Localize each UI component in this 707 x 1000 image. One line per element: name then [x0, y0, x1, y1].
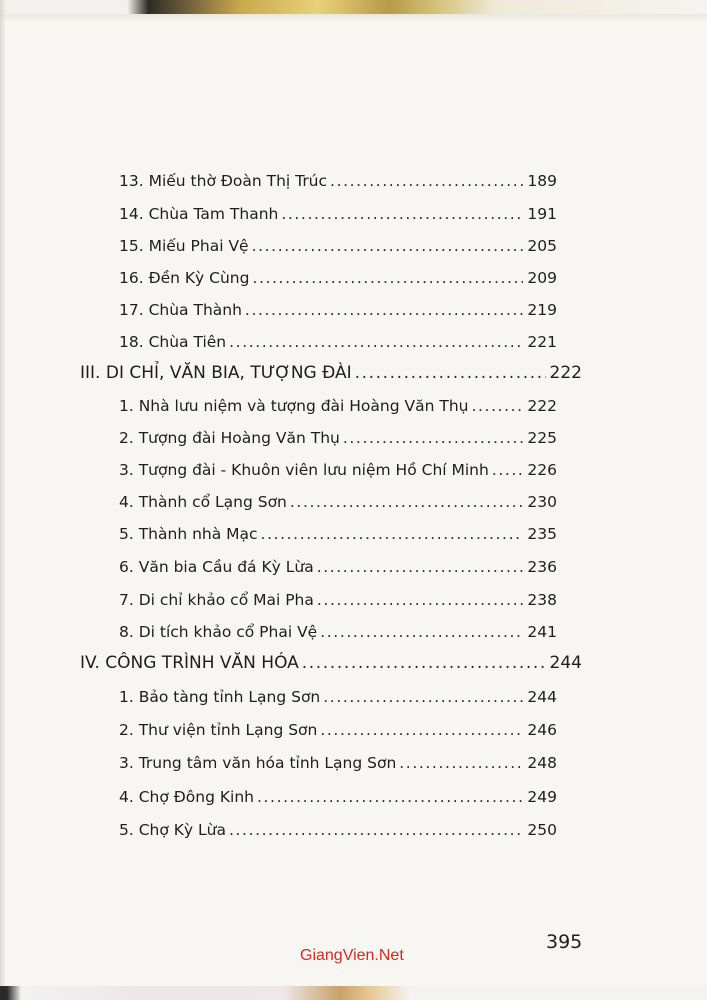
toc-entry: [119, 623, 557, 641]
toc-entry: [119, 821, 557, 839]
dot-leader: [229, 333, 523, 351]
toc-section-page: 244: [549, 653, 582, 673]
toc-entry-title: 3. Tượng đài - Khuôn viên lưu niệm Hồ Chí Minh: [119, 461, 489, 479]
toc-entry: [119, 754, 557, 772]
dot-leader: [343, 429, 524, 447]
toc-entry-page: 250: [527, 821, 557, 839]
toc-entry-title: 4. Thành cổ Lạng Sơn: [119, 493, 287, 511]
dot-leader: [257, 788, 523, 806]
dot-leader: [323, 688, 523, 706]
toc-entry: [119, 721, 557, 739]
toc-entry: [119, 788, 557, 806]
toc-entry: [119, 172, 557, 190]
toc-entry-page: 189: [527, 172, 557, 190]
toc-entry-page: 221: [527, 333, 557, 351]
toc-entry: [119, 269, 557, 287]
dot-leader: [261, 525, 524, 543]
toc-entry-title: 6. Văn bia Cầu đá Kỳ Lừa: [119, 558, 314, 576]
toc-entry-page: 205: [527, 237, 557, 255]
toc-entry-title: 4. Chợ Đông Kinh: [119, 788, 254, 806]
toc-entry-page: 230: [527, 493, 557, 511]
toc-entry-page: 219: [527, 301, 557, 319]
dot-leader: [290, 493, 524, 511]
toc-entry-page: 246: [527, 721, 557, 739]
dot-leader: [229, 821, 523, 839]
dot-leader: [399, 754, 523, 772]
toc-entry-title: 17. Chùa Thành: [119, 301, 242, 319]
toc-entry-title: 5. Chợ Kỳ Lừa: [119, 821, 226, 839]
toc-entry: [119, 493, 557, 511]
toc-entry-page: 225: [527, 429, 557, 447]
toc-entry: [119, 301, 557, 319]
toc-section-page: 222: [549, 363, 582, 383]
toc-entry-title: 1. Nhà lưu niệm và tượng đài Hoàng Văn Thụ: [119, 397, 469, 415]
watermark-text: GiangVien.Net: [300, 947, 404, 964]
toc-entry-title: 5. Thành nhà Mạc: [119, 525, 258, 543]
toc-entry: [119, 397, 557, 415]
toc-entry-title: 14. Chùa Tam Thanh: [119, 205, 279, 223]
dot-leader: [355, 363, 546, 383]
dot-leader: [281, 205, 523, 223]
toc-section-heading: [80, 363, 582, 383]
toc-entry-page: 222: [527, 397, 557, 415]
toc-entry: [119, 429, 557, 447]
toc-section-heading: [80, 653, 582, 673]
toc-section-title: IV. CÔNG TRÌNH VĂN HÓA: [80, 653, 299, 673]
toc-entry-title: 7. Di chỉ khảo cổ Mai Pha: [119, 591, 314, 609]
toc-section-title: III. DI CHỈ, VĂN BIA, TƯỢNG ĐÀI: [80, 363, 352, 383]
toc-entry-title: 8. Di tích khảo cổ Phai Vệ: [119, 623, 318, 641]
toc-entry-title: 1. Bảo tàng tỉnh Lạng Sơn: [119, 688, 321, 706]
toc-entry-page: 241: [527, 623, 557, 641]
toc-entry: [119, 591, 557, 609]
toc-entry-title: 2. Thư viện tỉnh Lạng Sơn: [119, 721, 318, 739]
dot-leader: [252, 269, 523, 287]
toc-entry-title: 18. Chùa Tiên: [119, 333, 227, 351]
toc-entry-title: 15. Miếu Phai Vệ: [119, 237, 249, 255]
toc-entry: [119, 205, 557, 223]
dot-leader: [492, 461, 524, 479]
toc-entry: [119, 461, 557, 479]
toc-entry: [119, 525, 557, 543]
toc-entry-page: 248: [527, 754, 557, 772]
toc-entry-page: 238: [527, 591, 557, 609]
toc-entry-page: 191: [527, 205, 557, 223]
dot-leader: [471, 397, 523, 415]
toc-entry-page: 236: [527, 558, 557, 576]
page-number: 395: [546, 931, 583, 953]
dot-leader: [245, 301, 523, 319]
toc-entry-title: 2. Tượng đài Hoàng Văn Thụ: [119, 429, 340, 447]
toc-entry-page: 244: [527, 688, 557, 706]
toc-entry: [119, 558, 557, 576]
dot-leader: [320, 721, 523, 739]
toc-entry-title: 3. Trung tâm văn hóa tỉnh Lạng Sơn: [119, 754, 397, 772]
dot-leader: [302, 653, 546, 673]
dot-leader: [252, 237, 524, 255]
dot-leader: [317, 558, 524, 576]
dot-leader: [317, 591, 524, 609]
toc-entry-title: 16. Đền Kỳ Cùng: [119, 269, 250, 287]
toc-entry-page: 249: [527, 788, 557, 806]
toc-entry-page: 226: [527, 461, 557, 479]
toc-entry: [119, 237, 557, 255]
dot-leader: [330, 172, 523, 190]
toc-entry-title: 13. Miếu thờ Đoàn Thị Trúc: [119, 172, 328, 190]
toc-entry: [119, 688, 557, 706]
toc-entry: [119, 333, 557, 351]
toc-entry-page: 209: [527, 269, 557, 287]
bottom-edge-strip: [0, 986, 707, 1000]
toc-entry-page: 235: [527, 525, 557, 543]
dot-leader: [320, 623, 523, 641]
